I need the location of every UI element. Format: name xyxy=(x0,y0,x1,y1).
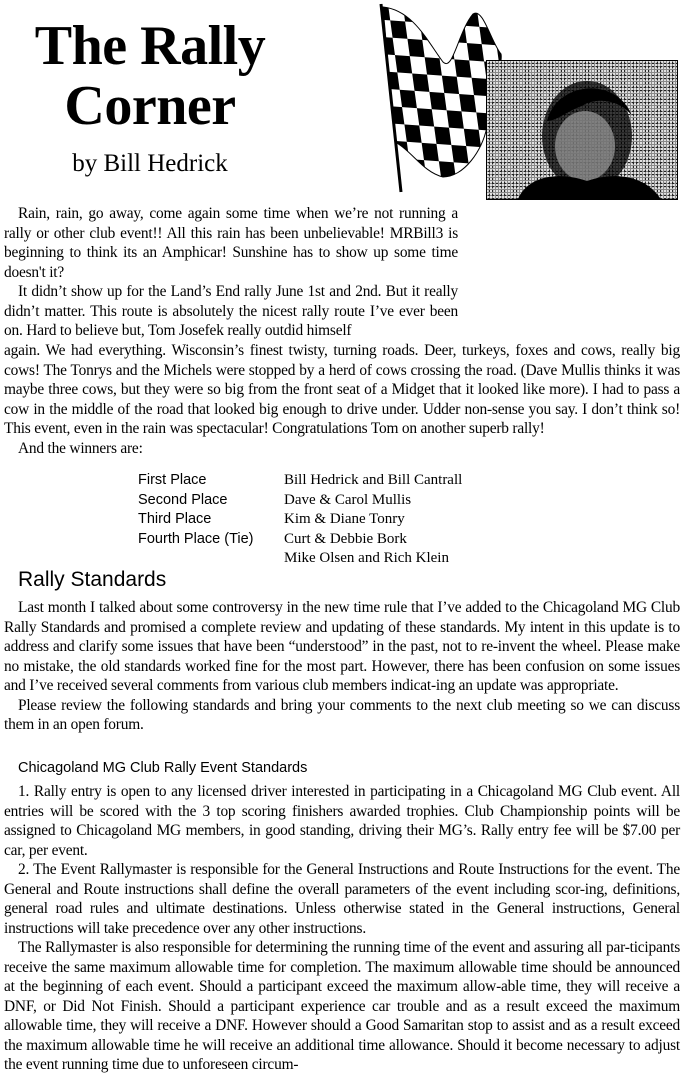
winner-row xyxy=(138,491,462,511)
winner-row xyxy=(138,530,462,550)
winner-place: Third Place xyxy=(138,511,212,527)
standards-text xyxy=(4,598,680,735)
event-standards-text xyxy=(4,782,680,1075)
paragraph: And the winners are: xyxy=(18,439,143,457)
paragraph: 2. The Event Rallymaster is responsible for the General Instructions and Route Instructions for the event. The General and Route instructions shall define the overall parameters of the event including scor-ing, definitions, general road rules and ultimate destinations. Unless otherwise stated in the General instructions, General instructions will take precedence over any other instructions. xyxy=(4,861,680,937)
paragraph: 1. Rally entry is open to any licensed driver interested in participating in a Chicagoland MG Club event. All entries will be scored with the 3 top scoring finishers awarded trophies. Club Championship points will be assigned to Chicagoland MG members, in good standing, driving their MG’s. Rally entry fee will be $7.00 per car, per event. xyxy=(4,783,680,859)
winner-row xyxy=(138,471,462,491)
paragraph: The Rallymaster is also responsible for determining the running time of the event and assuring all par-ticipants receive the same maximum allowable time for completion. The maximum allowable time should be announced at the beginning of each event. Should a participant exceed the maximum allow-able time, they will receive a DNF, or Did Not Finish. Should a participant experience car trouble and as a result exceed the maximum allowable time, they will receive a DNF. However should a Good Samaritan stop to assist and as a result exceed the maximum allowable time he will receive an additional time allowance. Should it become necessary to adjust the event running time due to unforeseen circum- xyxy=(4,939,680,1073)
subsection-heading-event-standards: Chicagoland MG Club Rally Event Standards xyxy=(18,760,308,776)
byline: by Bill Hedrick xyxy=(72,150,228,177)
article-title-line2: Corner xyxy=(64,75,236,137)
winner-row xyxy=(138,510,462,530)
winner-row xyxy=(138,549,462,569)
winners-list xyxy=(138,471,462,569)
winner-names: Dave & Carol Mullis xyxy=(284,491,412,508)
intro-text xyxy=(4,204,458,341)
section-heading-rally-standards: Rally Standards xyxy=(18,568,167,591)
winner-place: Fourth Place (Tie) xyxy=(138,530,254,547)
winner-place: First Place xyxy=(138,472,207,488)
winner-names: Bill Hedrick and Bill Cantrall xyxy=(284,472,463,488)
author-photo xyxy=(486,60,678,200)
intro-continued xyxy=(4,341,680,458)
winner-place xyxy=(138,549,284,569)
winner-names: Kim & Diane Tonry xyxy=(284,511,405,527)
paragraph: It didn’t show up for the Land’s End rally June 1st and 2nd. But it really didn’t matter. This route is absolutely the nicest rally route I’ve ever been on. Hard to believe but, Tom Josefek really outdid himself xyxy=(4,283,458,339)
portrait-icon xyxy=(487,61,678,200)
paragraph: again. We had everything. Wisconsin’s finest twisty, turning roads. Deer, turkeys, foxes and cows, really big cows! The Tonrys and the Michels were stopped by a herd of cows crossing the road. (Dave Mullis thinks it was maybe three cows, but they were so big from the front seat of a Midget that it looked like more). I had to pass a cow in the middle of the road that looked big enough to drive under. Udder non-sense you say. I don’t think so! This event, even in the rain was spectacular! Congratulations Tom on another superb rally! xyxy=(4,342,680,437)
winner-names: Mike Olsen and Rich Klein xyxy=(284,550,449,566)
paragraph: Rain, rain, go away, come again some time when we’re not running a rally or other club event!! All this rain has been unbelievable! MRBill3 is beginning to think its an Amphicar! Sunshine has to show up some time doesn't it? xyxy=(4,205,458,281)
winner-place: Second Place xyxy=(138,491,228,508)
paragraph: Please review the following standards and bring your comments to the next club meeting so we can discuss them in an open forum. xyxy=(4,696,680,733)
winner-names: Curt & Debbie Bork xyxy=(284,530,407,547)
article-title-line1: The Rally xyxy=(34,15,266,77)
paragraph: Last month I talked about some controversy in the new time rule that I’ve added to the Chicagoland MG Club Rally Standards and promised a complete review and updating of these standards. My intent in this update is to address and clarify some issues that have been “understood” in the past, not to re-invent the wheel. Please make no mistake, the old standards worked fine for the most part. However, there has been confusion on some issues and I’ve received several comments from various club members indicat-ing an update was appropriate. xyxy=(4,599,680,694)
